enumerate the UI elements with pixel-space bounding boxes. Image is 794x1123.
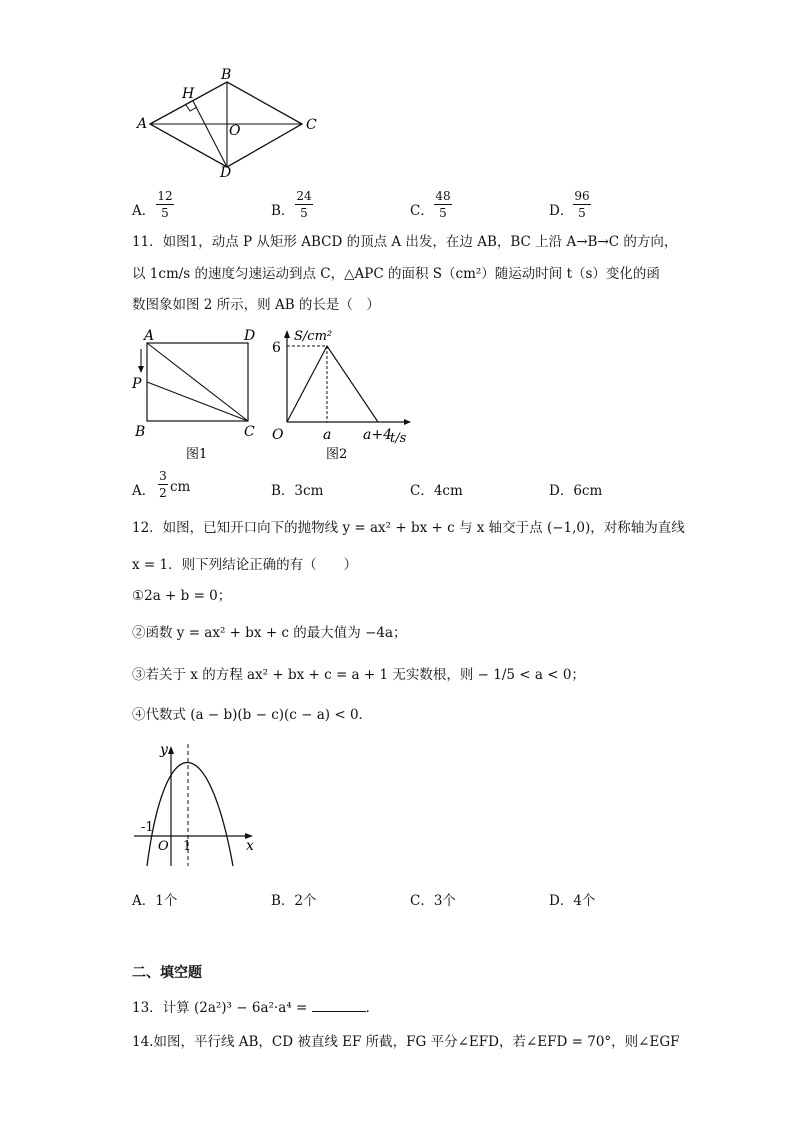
q13-line xyxy=(132,999,379,1017)
fraction: 12 5 xyxy=(157,189,173,220)
fraction: 48 5 xyxy=(435,189,451,220)
tick-1: 1 xyxy=(183,839,192,854)
rhombus-figure xyxy=(130,64,330,180)
label-B: B xyxy=(135,424,146,440)
rectangle-figure-1 xyxy=(130,326,265,464)
label-A: A xyxy=(137,116,148,132)
q11-line1: 11．如图1，动点 P 从矩形 ABCD 的顶点 A 出发，在边 AB，BC 上沿 A→B→C 的方向， xyxy=(132,234,678,250)
q11-option-b[interactable]: B．3cm xyxy=(271,483,324,499)
label-C: C xyxy=(244,424,255,440)
q11-line3: 数图象如图 2 所示，则 AB 的长是（ ） xyxy=(132,297,380,313)
label-P: P xyxy=(132,376,142,392)
fraction: 24 5 xyxy=(296,189,312,220)
q13-period: ． xyxy=(365,1000,380,1016)
q12-statement-4: ④代数式 (a − b)(b − c)(c − a) < 0． xyxy=(132,707,373,723)
q11-option-d[interactable]: D．6cm xyxy=(549,483,603,499)
q12-option-a[interactable]: A．1个 xyxy=(132,893,178,909)
option-letter: A． xyxy=(132,203,156,219)
label-O: O xyxy=(229,123,241,139)
area-time-graph xyxy=(268,326,413,464)
y-axis-label: S/cm² xyxy=(294,329,333,344)
x-axis-label: x xyxy=(246,838,254,854)
caption-fig1: 图1 xyxy=(186,447,208,462)
q12-line1: 12．如图，已知开口向下的抛物线 y = ax² + bx + c 与 x 轴交于点 (−1,0)，对称轴为直线 xyxy=(132,520,685,536)
q12-option-d[interactable]: D．4个 xyxy=(549,893,596,909)
fraction: 3 2 xyxy=(159,469,167,500)
origin-label: O xyxy=(158,839,169,854)
label-D: D xyxy=(220,165,232,180)
section-title: 二、填空题 xyxy=(132,965,202,981)
label-C: C xyxy=(306,117,317,133)
q12-line2: x = 1．则下列结论正确的有（ ） xyxy=(132,557,358,573)
q13-text: 13．计算 (2a²)³ − 6a²·a⁴ = xyxy=(132,1000,308,1016)
q11-option-c[interactable]: C．4cm xyxy=(410,483,463,499)
q14-line: 14.如图，平行线 AB，CD 被直线 EF 所截，FG 平分∠EFD，若∠EFD = 70°，则∠EGF xyxy=(132,1034,680,1050)
q12-option-c[interactable]: C．3个 xyxy=(410,893,456,909)
tick-6: 6 xyxy=(272,340,281,356)
option-letter: B． xyxy=(271,203,295,219)
q11-line2: 以 1cm/s 的速度匀速运动到点 C，△APC 的面积 S（cm²）随运动时间 t（s）变化的函 xyxy=(132,266,660,282)
option-letter: D． xyxy=(549,203,574,219)
y-axis-label: y xyxy=(160,742,168,758)
option-letter: C． xyxy=(410,203,434,219)
q12-statement-1: ①2a + b = 0； xyxy=(132,588,232,604)
option-letter: A． xyxy=(132,483,156,499)
q13-answer-blank[interactable] xyxy=(312,999,366,1012)
fraction: 96 5 xyxy=(574,189,590,220)
x-axis-label: t/s xyxy=(390,431,407,446)
q12-statement-3: ③若关于 x 的方程 ax² + bx + c = a + 1 无实数根，则 − 1/5 < a < 0； xyxy=(132,667,585,683)
caption-fig2: 图2 xyxy=(326,447,348,462)
unit: cm xyxy=(170,479,191,495)
label-B: B xyxy=(221,67,232,83)
label-H: H xyxy=(182,86,195,102)
label-D: D xyxy=(244,328,256,344)
q12-option-b[interactable]: B．2个 xyxy=(271,893,317,909)
origin-label: O xyxy=(272,427,284,443)
q12-statement-2: ②函数 y = ax² + bx + c 的最大值为 −4a； xyxy=(132,625,407,641)
label-A: A xyxy=(144,328,155,344)
parabola-graph xyxy=(130,738,265,873)
tick-neg1: -1 xyxy=(141,820,154,835)
tick-a: a xyxy=(323,427,332,443)
tick-a-plus-4: a+4 xyxy=(363,427,392,443)
